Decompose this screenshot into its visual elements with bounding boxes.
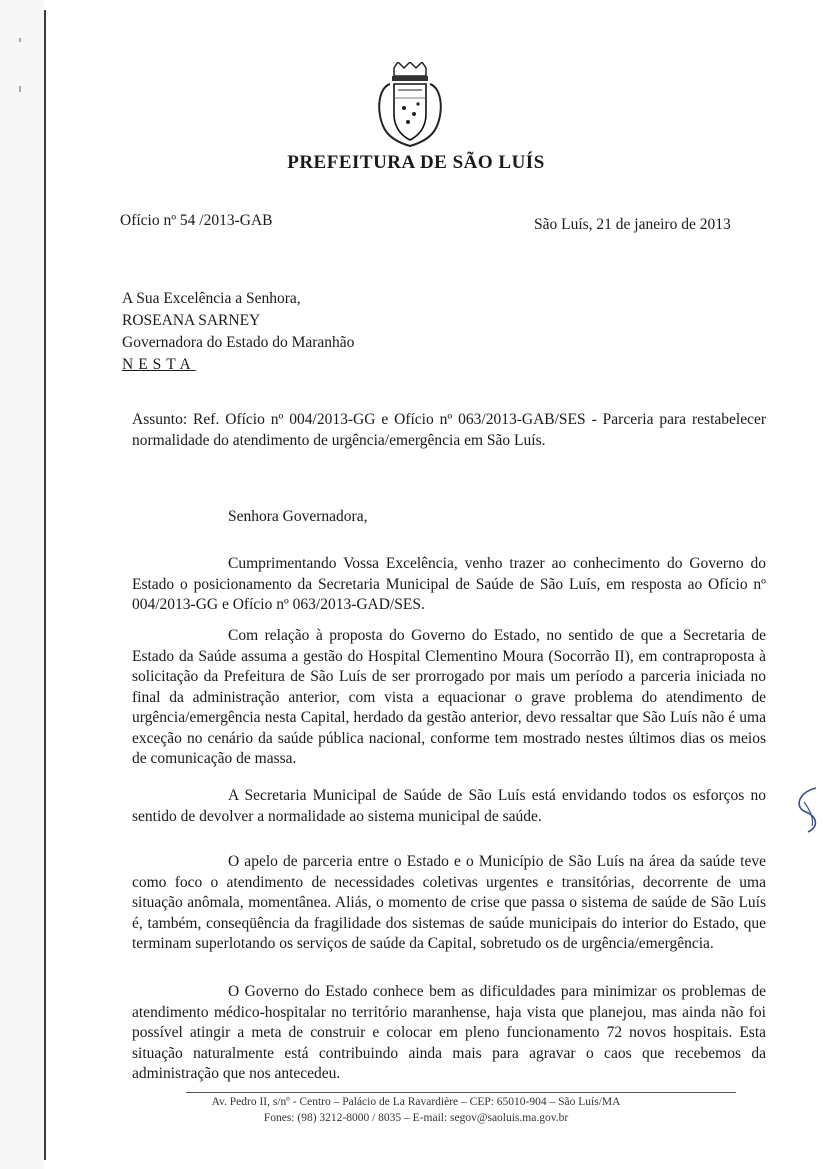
institution-title: PREFEITURA DE SÃO LUÍS	[287, 152, 545, 173]
body-paragraph-1: Cumprimentando Vossa Excelência, venho trazer ao conhecimento do Governo do Estado o posicionamento da Secretaria Municipal de Saúde de São Luís, em resposta ao Ofício nº 004/2013-GG e Ofício nº 063/2013-GAD/SES.	[132, 555, 766, 613]
addressee-block	[122, 288, 354, 376]
body-paragraph-3: A Secretaria Municipal de Saúde de São Luís está envidando todos os esforços no sentido de devolver a normalidade ao sistema municipal de saúde.	[132, 787, 766, 825]
addressee-role: Governadora do Estado do Maranhão	[122, 334, 355, 351]
scan-artifact-marks	[8, 20, 28, 100]
footer-rule	[186, 1092, 736, 1093]
handwritten-initial-mark	[786, 782, 826, 838]
office-number: Ofício nº 54 /2013-GAB	[120, 212, 273, 229]
coat-of-arms-icon	[374, 62, 446, 148]
body-paragraph-5: O Governo do Estado conhece bem as dificuldades para minimizar os problemas de atendimento médico-hospitalar no território maranhense, haja vista que planejou, mas ainda não foi possível atingir a meta de construir e colocar em pleno funcionamento 72 novos hospitais. Esta situação naturalmente está contribuindo ainda mais para agravar o caos que recebemos da administração que nos antecedeu.	[132, 983, 766, 1082]
body-paragraph-4: O apelo de parceria entre o Estado e o Município de São Luís na área da saúde teve como foco o atendimento de necessidades coletivas urgentes e transitórias, decorrente de uma situação anômala, momentânea. Aliás, o momento de crise que passa o sistema de saúde de São Luís é, também, conseqüência da fragilidade dos sistemas de saúde municipais do interior do Estado, que terminam superlotando os serviços de saúde da Capital, sobretudo os de urgência/emergência.	[132, 853, 766, 952]
scan-margin	[0, 0, 44, 1169]
body-paragraph-2: Com relação à proposta do Governo do Estado, no sentido de que a Secretaria de Estado da Saúde assuma a gestão do Hospital Clementino Moura (Socorrão II), em contraproposta à solicitação da Prefeitura de São Luís de ser prorrogado por mais um período a parceria iniciada no final da administração anterior, com vista a equacionar o grave problema do atendimento de urgência/emergência nesta Capital, herdado da gestão anterior, devo ressaltar que São Luís não é uma exceção no cenário da saúde pública nacional, conforme tem mostrado nestes últimos dias os meios de comunicação de massa.	[132, 627, 766, 767]
addressee-salutation: A Sua Excelência a Senhora,	[122, 290, 301, 307]
greeting: Senhora Governadora,	[228, 508, 368, 525]
footer-contacts: Fones: (98) 3212-8000 / 8035 – E-mail: segov@saoluis.ma.gov.br	[263, 1112, 569, 1124]
letter-date: São Luís, 21 de janeiro de 2013	[534, 216, 731, 233]
footer-address: Av. Pedro II, s/nº - Centro – Palácio de La Ravardière – CEP: 65010-904 – São Luís/MA	[211, 1096, 621, 1108]
addressee-name: ROSEANA SARNEY	[122, 312, 261, 329]
subject-line: Assunto: Ref. Ofício nº 004/2013-GG e Ofício nº 063/2013-GAB/SES - Parceria para restabelecer normalidade do atendimento de urgência/emergência em São Luís.	[132, 411, 766, 449]
scan-edge-line	[44, 10, 46, 1160]
addressee-location: NESTA	[122, 356, 196, 373]
